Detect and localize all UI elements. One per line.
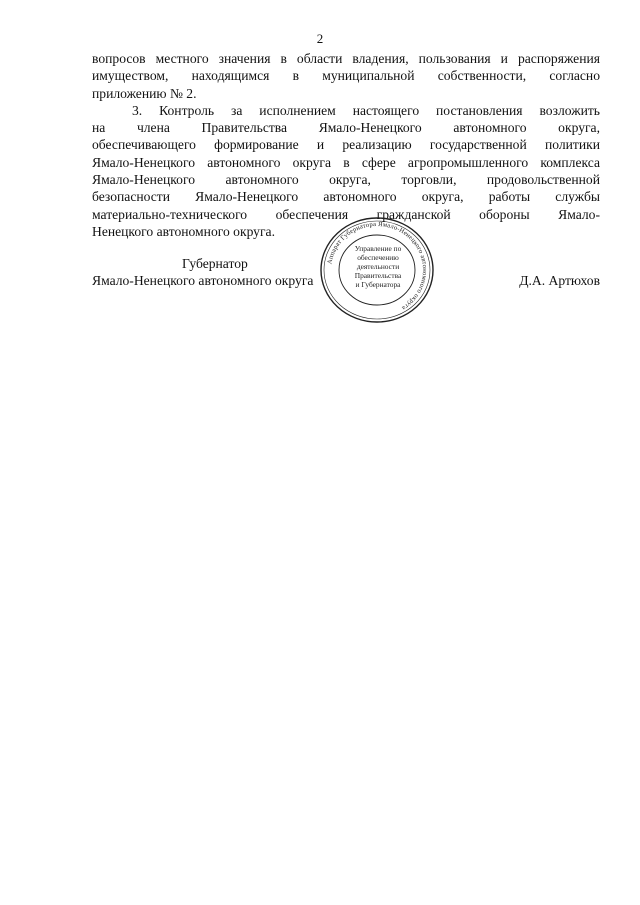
seal-center-line: Управление по [354,244,402,253]
paragraph-line: безопасности Ямало-Ненецкого автономного округа, работы службы [92,189,600,205]
paragraph-line: приложению № 2. [92,85,197,101]
document-body [92,50,600,240]
page-number: 2 [316,31,324,46]
paragraph-line: материально-технического обеспечения гражданской обороны Ямало- [92,206,600,222]
paragraph-line: Ямало-Ненецкого автономного округа, торговли, продовольственной [92,172,600,188]
seal-center-line: деятельности [356,262,400,271]
seal-ring-text: Аппарат Губернатора Ямало-Ненецкого автономного округа [326,220,429,312]
signatory-name: Д.А. Артюхов [519,273,600,288]
seal-center-line: обеспечению [357,253,399,262]
paragraph-line: имуществом, находящимся в муниципальной собственности, согласно [92,68,600,84]
signatory-region: Ямало-Ненецкого автономного округа [92,273,314,288]
paragraph-1 [92,50,600,102]
seal-center-line: и Губернатора [355,280,401,289]
signatory-title: Губернатор [182,256,248,271]
official-seal [318,216,436,324]
seal-center-text [355,244,402,289]
paragraph-line: Ненецкого автономного округа. [92,223,275,239]
seal-center-line: Правительства [354,271,402,280]
paragraph-line: обеспечивающего формирование и реализацию государственной политики [92,137,600,153]
paragraph-line: Ямало-Ненецкого автономного округа в сфере агропромышленного комплекса [92,154,600,170]
paragraph-line: на члена Правительства Ямало-Ненецкого автономного округа, [92,120,600,136]
paragraph-line: вопросов местного значения в области владения, пользования и распоряжения [92,51,600,66]
paragraph-line: 3. Контроль за исполнением настоящего постановления возложить [132,102,600,118]
